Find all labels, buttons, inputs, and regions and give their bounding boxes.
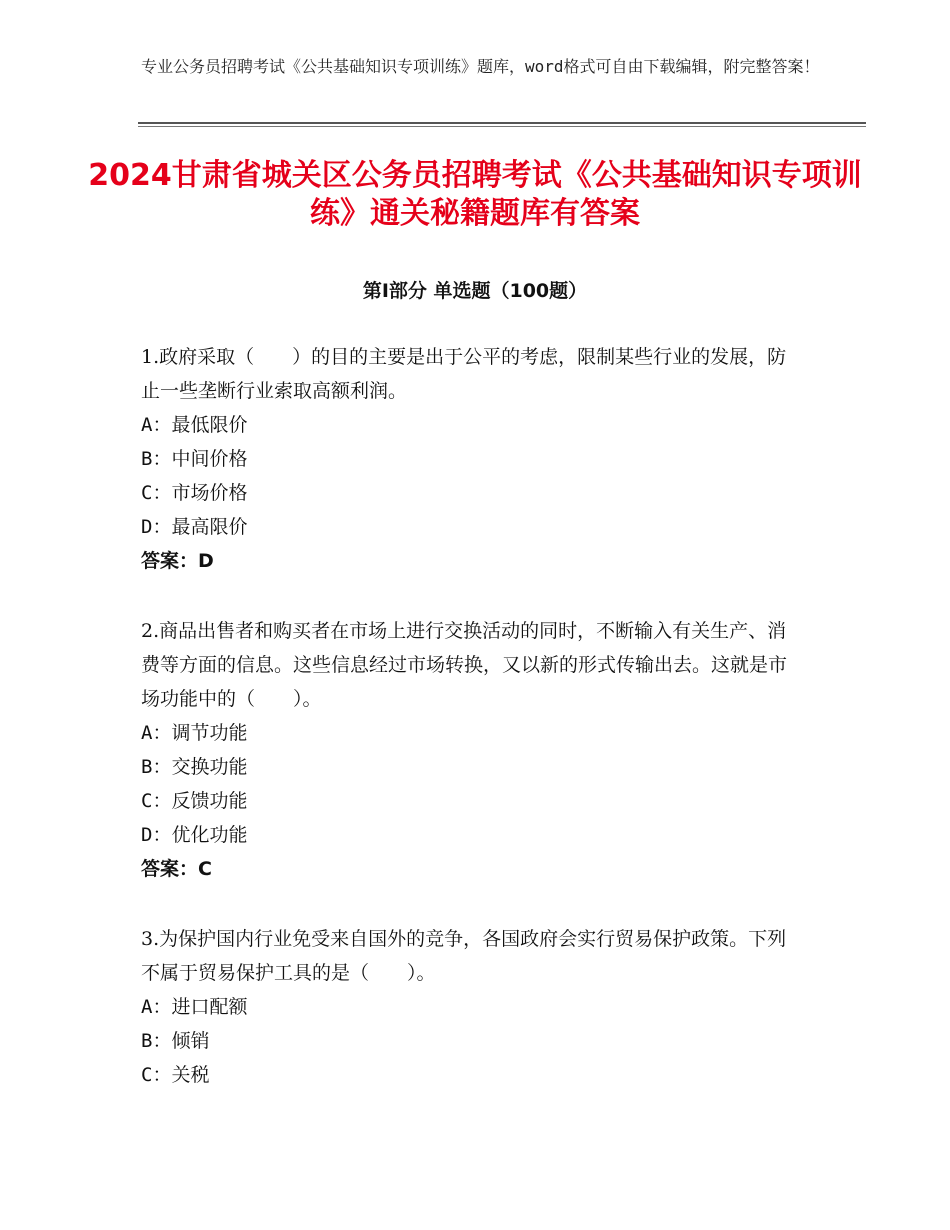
answer-value: D bbox=[198, 550, 214, 572]
option-b bbox=[141, 1024, 801, 1058]
option-letter: A： bbox=[141, 996, 172, 1018]
question-1 bbox=[141, 340, 801, 578]
option-text: 关税 bbox=[171, 1064, 210, 1086]
question-stem: 3.为保护国内行业免受来自国外的竞争，各国政府会实行贸易保护政策。下列不属于贸易保护工具的是（ ）。 bbox=[141, 928, 787, 984]
option-letter: B： bbox=[141, 448, 172, 470]
option-text: 优化功能 bbox=[171, 824, 248, 846]
option-b bbox=[141, 442, 801, 476]
option-a bbox=[141, 408, 801, 442]
option-text: 进口配额 bbox=[171, 996, 248, 1018]
option-letter: D： bbox=[141, 824, 172, 846]
question-2 bbox=[141, 614, 801, 886]
option-b bbox=[141, 750, 801, 784]
option-text: 市场价格 bbox=[171, 482, 248, 504]
option-letter: C： bbox=[141, 482, 172, 504]
option-text: 倾销 bbox=[171, 1030, 210, 1052]
option-letter: C： bbox=[141, 1064, 172, 1086]
option-d bbox=[141, 818, 801, 852]
answer-label: 答案： bbox=[141, 550, 199, 572]
answer-line bbox=[141, 544, 801, 578]
option-text: 交换功能 bbox=[171, 756, 248, 778]
option-text: 调节功能 bbox=[171, 722, 248, 744]
question-stem: 1.政府采取（ ）的目的主要是出于公平的考虑，限制某些行业的发展，防止一些垄断行业索取高额利润。 bbox=[141, 346, 787, 402]
option-c bbox=[141, 476, 801, 510]
option-letter: A： bbox=[141, 414, 172, 436]
option-c bbox=[141, 784, 801, 818]
header-rule-thin bbox=[138, 126, 866, 127]
section-title: 第I部分 单选题（100题） bbox=[362, 280, 588, 302]
answer-value: C bbox=[198, 858, 212, 880]
document-title: 2024甘肃省城关区公务员招聘考试《公共基础知识专项训练》通关秘籍题库有答案 bbox=[88, 158, 862, 231]
option-letter: B： bbox=[141, 1030, 172, 1052]
header-rule-thick bbox=[138, 122, 866, 124]
option-text: 反馈功能 bbox=[171, 790, 248, 812]
option-a bbox=[141, 716, 801, 750]
option-text: 最高限价 bbox=[171, 516, 248, 538]
question-3 bbox=[141, 922, 801, 1092]
option-text: 中间价格 bbox=[171, 448, 248, 470]
option-c bbox=[141, 1058, 801, 1092]
option-letter: A： bbox=[141, 722, 172, 744]
option-letter: B： bbox=[141, 756, 172, 778]
option-text: 最低限价 bbox=[171, 414, 248, 436]
question-stem: 2.商品出售者和购买者在市场上进行交换活动的同时，不断输入有关生产、消费等方面的信息。这些信息经过市场转换，又以新的形式传输出去。这就是市场功能中的（ ）。 bbox=[141, 620, 788, 710]
answer-label: 答案： bbox=[141, 858, 199, 880]
header-note: 专业公务员招聘考试《公共基础知识专项训练》题库，word格式可自由下载编辑，附完整答案！ bbox=[141, 57, 820, 76]
answer-line bbox=[141, 852, 801, 886]
option-letter: C： bbox=[141, 790, 172, 812]
option-d bbox=[141, 510, 801, 544]
option-letter: D： bbox=[141, 516, 172, 538]
option-a bbox=[141, 990, 801, 1024]
